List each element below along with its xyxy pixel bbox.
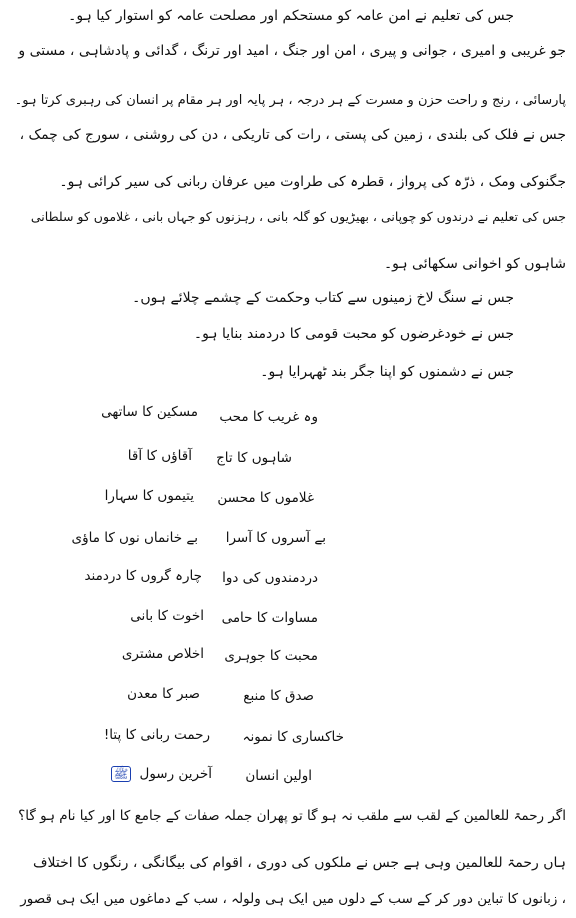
paragraph-line: جس نے سنگ لاخ زمینوں سے کتاب وحکمت کے چشمے چلائے ہوں۔ (132, 290, 514, 306)
paragraph-line: اگر رحمۃ للعالمین کے لقب سے ملقب نہ ہو گا تو پھران جملہ صفات کے جامع کا اور کیا نام ہو گا؟ (18, 808, 566, 824)
paragraph-line: پارسائی ، رنج و راحت حزن و مسرت کے ہر درجہ ، ہر پایہ اور ہر مقام پر انسان کی رہبری کرتا ہو۔ (14, 93, 566, 108)
paragraph-line: جس کی تعلیم نے امن عامہ کو مستحکم اور مصلحت عامہ کو استوار کیا ہو۔ (68, 8, 514, 24)
paragraph-line: شاہوں کو اخوانی سکھائی ہو۔ (383, 256, 566, 272)
paragraph-line: جس نے دشمنوں کو اپنا جگر بند ٹھہرایا ہو۔ (260, 364, 514, 380)
honorific-seal-icon: ﷺ (111, 766, 132, 782)
epithet-right: دردمندوں کی دوا (222, 570, 318, 586)
paragraph-line: جگنوکی ومک ، ذرّہ کی پرواز ، قطرہ کی طراوت میں عرفان ربانی کی سیر کرائی ہو۔ (59, 174, 566, 190)
epithet-left: مسکین کا ساتھی (101, 404, 198, 420)
epithet-right: مساوات کا حامی (221, 610, 318, 626)
paragraph-line: جس نے خودغرضوں کو محبت قومی کا دردمند بنایا ہو۔ (193, 326, 514, 342)
paragraph-line: ، زبانوں کا تباین دور کر کے سب کے دلوں میں ایک ہی ولولہ ، سب کے دماغوں میں ایک ہی قصور (20, 891, 566, 907)
epithet-left: رحمت ربانی کا پتا! (103, 727, 210, 743)
epithet-right: خاکساری کا نمونہ (242, 729, 344, 745)
epithet-right: وہ غریب کا محب (219, 409, 318, 425)
epithet-left: یتیموں کا سہارا (104, 488, 194, 504)
epithet-left-text: آخرین رسول (139, 766, 212, 782)
epithet-right: غلاموں کا محسن (217, 490, 314, 506)
epithet-left (111, 764, 212, 784)
epithet-left: صبر کا معدن (127, 686, 200, 702)
paragraph-line: جو غریبی و امیری ، جوانی و پیری ، امن اور جنگ ، امید اور ترنگ ، گدائی و پادشاہی ، مستی و (18, 43, 566, 59)
paragraph-line: جس نے فلک کی بلندی ، زمین کی پستی ، رات کی تاریکی ، دن کی روشنی ، سورج کی چمک ، (19, 127, 566, 143)
paragraph-line: جس کی تعلیم نے درندوں کو چوپانی ، بھیڑیوں کو گلہ بانی ، رہزنوں کو جہاں بانی ، غلاموں کو سلطانی (30, 209, 566, 224)
epithet-left: اخلاص مشتری (121, 646, 204, 662)
epithet-left: چارہ گروں کا دردمند (84, 568, 202, 584)
epithet-right: شاہوں کا تاج (216, 450, 292, 466)
epithet-right: اولین انسان (245, 768, 312, 784)
paragraph-line: ہاں رحمۃ للعالمین وہی ہے جس نے ملکوں کی دوری ، اقوام کی بیگانگی ، رنگوں کا اختلاف (33, 855, 566, 871)
epithet-left: بے خانماں نوں کا ماؤی (71, 530, 198, 546)
epithet-left: اخوت کا بانی (130, 608, 204, 624)
epithet-right: صدق کا منبع (243, 688, 314, 704)
epithet-right: بے آسروں کا آسرا (225, 530, 326, 546)
epithet-left: آقاؤں کا آقا (127, 448, 192, 464)
epithet-right: محبت کا جوہری (224, 648, 318, 664)
